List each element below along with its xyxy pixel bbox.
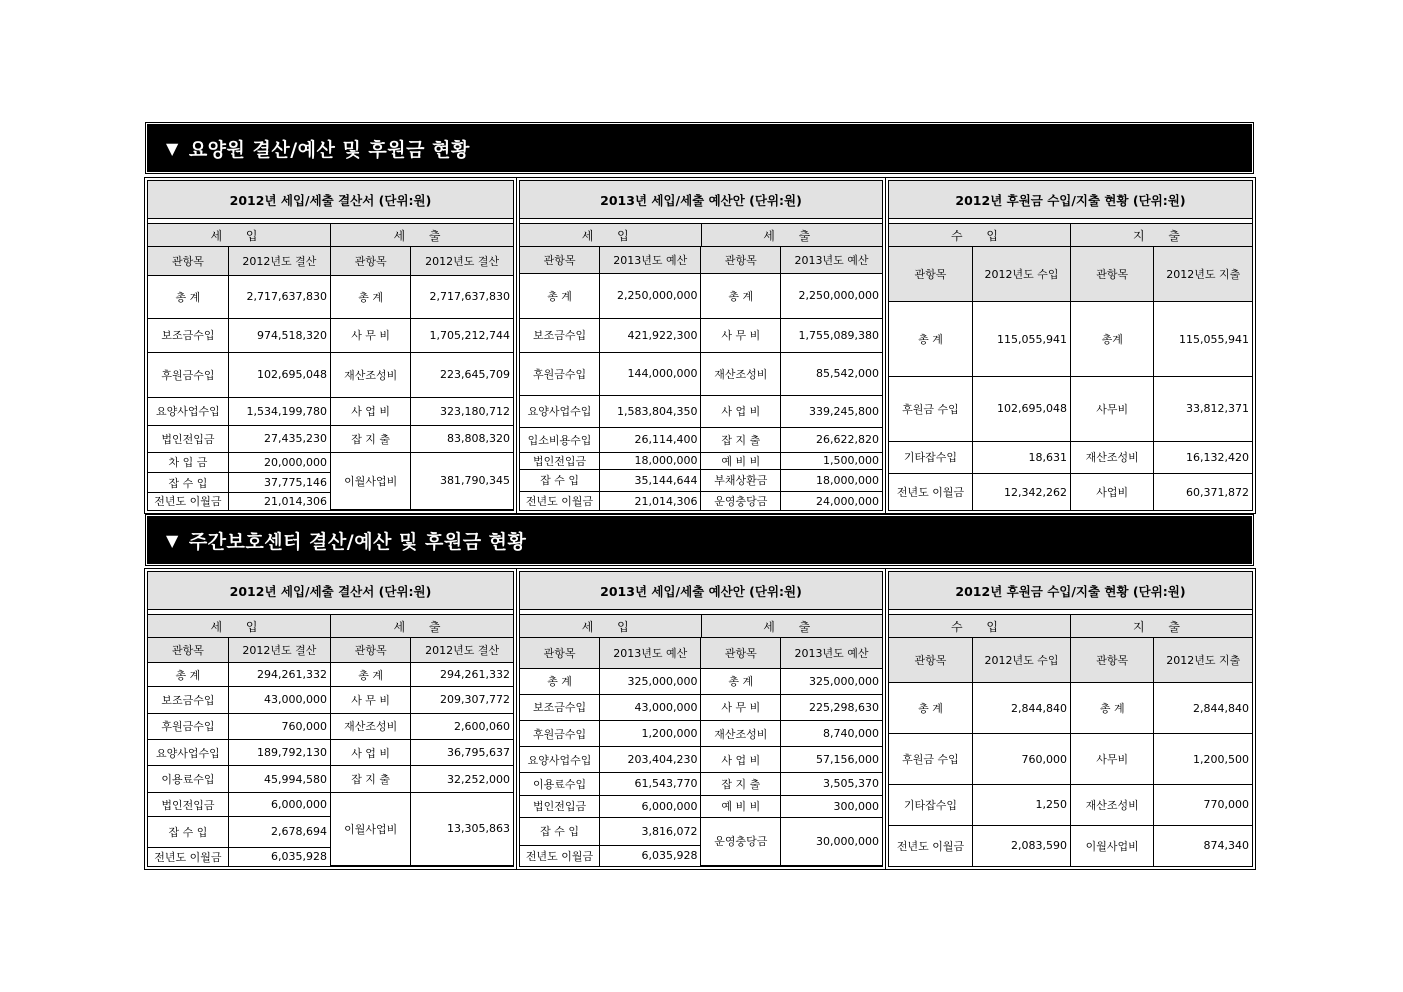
- cell-label: 법인전입금: [148, 792, 228, 816]
- cell-label: 법인전입금: [520, 795, 600, 817]
- cell-value: 12,342,262: [972, 474, 1070, 510]
- table-row: [520, 747, 882, 773]
- cell-label: 사 업 비: [701, 395, 781, 427]
- cell-value: 2,250,000,000: [600, 273, 701, 318]
- settlement-table: [148, 638, 513, 866]
- cell-value: 2,844,840: [1154, 683, 1252, 734]
- cell-label: 재산조성비: [1070, 785, 1153, 826]
- table-row: [520, 273, 882, 318]
- cell-label: 총 계: [1070, 683, 1153, 734]
- cell-value: 57,156,000: [781, 747, 882, 773]
- cell-label: 보조금수입: [148, 687, 228, 713]
- cell-value: 36,795,637: [411, 740, 513, 766]
- panel-budget-2013: [517, 569, 886, 869]
- cell-label: 전년도 이월금: [520, 845, 600, 865]
- cell-value: 3,505,370: [781, 773, 882, 795]
- cell-value: 974,518,320: [228, 318, 330, 353]
- cell-value: 339,245,800: [781, 395, 882, 427]
- settlement-table: [148, 247, 513, 510]
- cell-label: 요양사업수입: [148, 397, 228, 425]
- cell-value: 1,250: [972, 785, 1070, 826]
- section-header-day-care: [147, 516, 1252, 564]
- cell-value: 421,922,300: [600, 318, 701, 353]
- panel-title: 2012년 세입/세출 결산서 (단위:원): [148, 181, 513, 219]
- col-header: 2012년도 수입: [972, 247, 1070, 302]
- sub-header-expense: 세 출: [763, 619, 821, 634]
- col-header: 2013년도 예산: [600, 638, 701, 668]
- col-header: 관항목: [1070, 638, 1153, 683]
- col-header: 관항목: [701, 247, 781, 273]
- panel-title: 2013년 세입/세출 예산안 (단위:원): [520, 572, 882, 610]
- cell-value: 102,695,048: [228, 353, 330, 398]
- cell-value: 33,812,371: [1154, 376, 1252, 441]
- sub-header: [520, 224, 882, 247]
- cell-value: 209,307,772: [411, 687, 513, 713]
- table-row: [520, 694, 882, 720]
- table-row: [889, 683, 1252, 734]
- cell-label: 후원금 수입: [889, 734, 972, 785]
- cell-label: 법인전입금: [520, 452, 600, 469]
- table-row: [520, 721, 882, 747]
- cell-value: 26,622,820: [781, 428, 882, 452]
- table-row: [148, 452, 513, 472]
- col-header: 2013년도 예산: [781, 247, 882, 273]
- cell-value: 225,298,630: [781, 694, 882, 720]
- cell-label: 사무비: [1070, 734, 1153, 785]
- cell-value: 35,144,644: [600, 469, 701, 491]
- cell-label: 사 업 비: [330, 397, 410, 425]
- col-header: 2012년도 지출: [1154, 638, 1252, 683]
- budget-table: [520, 638, 882, 866]
- table-row: [148, 662, 513, 686]
- col-header: 관항목: [330, 638, 410, 662]
- cell-label: 재산조성비: [701, 721, 781, 747]
- cell-value: 300,000: [781, 795, 882, 817]
- table-header-row: [889, 638, 1252, 683]
- donations-table: [889, 638, 1252, 866]
- cell-value: 6,035,928: [228, 847, 330, 865]
- cell-value: 1,200,000: [600, 721, 701, 747]
- cell-label: 총 계: [701, 273, 781, 318]
- cell-label: 요양사업수입: [520, 747, 600, 773]
- cell-label: 사업비: [1070, 474, 1153, 510]
- sub-header-expense: 세 출: [393, 228, 451, 243]
- col-header: 관항목: [148, 247, 228, 275]
- table-row: [148, 713, 513, 739]
- cell-value: 16,132,420: [1154, 441, 1252, 473]
- cell-label: 사무비: [1070, 376, 1153, 441]
- cell-label: 예 비 비: [701, 795, 781, 817]
- cell-label: 이용료수입: [148, 766, 228, 792]
- col-header: 관항목: [889, 638, 972, 683]
- cell-label: 전년도 이월금: [889, 474, 972, 510]
- cell-label: 잡 지 출: [701, 773, 781, 795]
- cell-label: 총 계: [330, 662, 410, 686]
- cell-label: 총 계: [701, 668, 781, 694]
- cell-label: 기타잡수입: [889, 441, 972, 473]
- sub-header-income: 세 입: [148, 224, 331, 246]
- cell-value: 2,600,060: [411, 713, 513, 739]
- cell-value: 2,844,840: [972, 683, 1070, 734]
- cell-value: 18,631: [972, 441, 1070, 473]
- table-row: [148, 353, 513, 398]
- table-row: [889, 441, 1252, 473]
- cell-value: 115,055,941: [1154, 302, 1252, 377]
- table-row: [520, 395, 882, 427]
- cell-label: 총 계: [520, 668, 600, 694]
- cell-label: 보조금수입: [520, 694, 600, 720]
- cell-label: 잡 지 출: [330, 426, 410, 452]
- table-row: [520, 668, 882, 694]
- cell-value: 760,000: [972, 734, 1070, 785]
- cell-value: 325,000,000: [600, 668, 701, 694]
- cell-value: 27,435,230: [228, 426, 330, 452]
- table-header-row: [520, 638, 882, 668]
- table-row: [520, 795, 882, 817]
- table-row: [520, 353, 882, 396]
- cell-value: 6,000,000: [600, 795, 701, 817]
- cell-label: 총 계: [148, 275, 228, 318]
- table-row: [148, 687, 513, 713]
- cell-label: 잡 수 입: [520, 469, 600, 491]
- cell-label: 부채상환금: [701, 469, 781, 491]
- sub-header-income: 세 입: [520, 224, 702, 246]
- cell-value: 61,543,770: [600, 773, 701, 795]
- col-header: 관항목: [701, 638, 781, 668]
- table-row: [148, 766, 513, 792]
- cell-label: 기타잡수입: [889, 785, 972, 826]
- cell-value: 3,816,072: [600, 817, 701, 845]
- sub-header-expense: 세 출: [763, 228, 821, 243]
- cell-label: 총계: [1070, 302, 1153, 377]
- panel-settlement-2012: [145, 569, 517, 869]
- sub-header: [520, 615, 882, 638]
- cell-value: 203,404,230: [600, 747, 701, 773]
- col-header: 2012년도 지출: [1154, 247, 1252, 302]
- sub-header-expense: 세 출: [393, 619, 451, 634]
- cell-value: 60,371,872: [1154, 474, 1252, 510]
- cell-value: 6,035,928: [600, 845, 701, 865]
- section-title: 요양원 결산/예산 및 후원금 현황: [188, 138, 470, 161]
- panel-budget-2013: [517, 178, 886, 513]
- cell-value: 1,500,000: [781, 452, 882, 469]
- cell-value: 13,305,863: [411, 792, 513, 865]
- cell-label: 후원금수입: [148, 713, 228, 739]
- col-header: 관항목: [520, 638, 600, 668]
- sub-header-income: 세 입: [520, 615, 702, 637]
- col-header: 관항목: [148, 638, 228, 662]
- cell-label: 전년도 이월금: [520, 492, 600, 510]
- cell-label: 이월사업비: [330, 452, 410, 509]
- cell-value: 1,755,089,380: [781, 318, 882, 353]
- cell-value: 381,790,345: [411, 452, 513, 509]
- cell-value: 1,583,804,350: [600, 395, 701, 427]
- cell-value: 325,000,000: [781, 668, 882, 694]
- cell-value: 18,000,000: [781, 469, 882, 491]
- cell-label: 전년도 이월금: [148, 847, 228, 865]
- cell-label: 사 무 비: [701, 318, 781, 353]
- cell-label: 잡 지 출: [701, 428, 781, 452]
- cell-label: 차 입 금: [148, 452, 228, 472]
- sub-header: [889, 615, 1252, 638]
- col-header: 관항목: [330, 247, 410, 275]
- cell-label: 예 비 비: [701, 452, 781, 469]
- sub-header-expense: 지 출: [1133, 619, 1190, 634]
- cell-value: 189,792,130: [228, 740, 330, 766]
- cell-value: 1,705,212,744: [411, 318, 513, 353]
- cell-label: 입소비용수입: [520, 428, 600, 452]
- cell-value: 294,261,332: [411, 662, 513, 686]
- cell-value: 2,083,590: [972, 825, 1070, 866]
- cell-label: 잡 수 입: [520, 817, 600, 845]
- cell-value: 2,250,000,000: [781, 273, 882, 318]
- cell-label: 이월사업비: [330, 792, 410, 865]
- cell-label: 보조금수입: [148, 318, 228, 353]
- table-row: [889, 825, 1252, 866]
- table-row: [520, 318, 882, 353]
- sub-header: [889, 224, 1252, 247]
- col-header: 2012년도 결산: [228, 247, 330, 275]
- table-row: [520, 452, 882, 469]
- budget-table: [520, 247, 882, 510]
- cell-value: 2,717,637,830: [228, 275, 330, 318]
- table-row: [520, 428, 882, 452]
- col-header: 2013년도 예산: [600, 247, 701, 273]
- cell-value: 43,000,000: [228, 687, 330, 713]
- cell-value: 6,000,000: [228, 792, 330, 816]
- col-header: 관항목: [520, 247, 600, 273]
- cell-label: 재산조성비: [330, 713, 410, 739]
- cell-value: 30,000,000: [781, 817, 882, 865]
- table-row: [889, 785, 1252, 826]
- donations-table: [889, 247, 1252, 510]
- col-header: 2012년도 결산: [411, 247, 513, 275]
- cell-value: 85,542,000: [781, 353, 882, 396]
- cell-value: 21,014,306: [228, 493, 330, 510]
- cell-label: 잡 수 입: [148, 817, 228, 847]
- table-row: [148, 318, 513, 353]
- sub-header: [148, 224, 513, 247]
- cell-value: 83,808,320: [411, 426, 513, 452]
- cell-value: 37,775,146: [228, 472, 330, 492]
- cell-label: 후원금 수입: [889, 376, 972, 441]
- cell-label: 재산조성비: [330, 353, 410, 398]
- sub-header: [148, 615, 513, 638]
- cell-label: 잡 수 입: [148, 472, 228, 492]
- cell-value: 2,717,637,830: [411, 275, 513, 318]
- cell-label: 잡 지 출: [330, 766, 410, 792]
- cell-value: 43,000,000: [600, 694, 701, 720]
- table-header-row: [520, 247, 882, 273]
- table-row: [889, 302, 1252, 377]
- section-header-nursing-home: [147, 124, 1252, 172]
- table-row: [148, 275, 513, 318]
- cell-label: 법인전입금: [148, 426, 228, 452]
- cell-value: 115,055,941: [972, 302, 1070, 377]
- table-row: [148, 397, 513, 425]
- sub-header-expense: 지 출: [1133, 228, 1190, 243]
- cell-label: 재산조성비: [701, 353, 781, 396]
- cell-value: 45,994,580: [228, 766, 330, 792]
- section-tables-nursing-home: [144, 177, 1256, 514]
- table-row: [148, 792, 513, 816]
- panel-donations-2012: [886, 569, 1255, 869]
- section-title: 주간보호센터 결산/예산 및 후원금 현황: [188, 530, 527, 553]
- cell-value: 24,000,000: [781, 492, 882, 510]
- cell-value: 20,000,000: [228, 452, 330, 472]
- down-triangle-icon: ▼: [166, 530, 179, 550]
- cell-label: 전년도 이월금: [889, 825, 972, 866]
- cell-label: 운영충당금: [701, 817, 781, 865]
- table-row: [520, 469, 882, 491]
- cell-label: 사 무 비: [330, 318, 410, 353]
- cell-value: 2,678,694: [228, 817, 330, 847]
- cell-value: 1,200,500: [1154, 734, 1252, 785]
- section-tables-day-care: [144, 568, 1256, 870]
- col-header: 2012년도 결산: [228, 638, 330, 662]
- col-header: 2012년도 결산: [411, 638, 513, 662]
- col-header: 관항목: [1070, 247, 1153, 302]
- cell-value: 144,000,000: [600, 353, 701, 396]
- cell-value: 874,340: [1154, 825, 1252, 866]
- table-row: [889, 474, 1252, 510]
- cell-value: 8,740,000: [781, 721, 882, 747]
- cell-value: 32,252,000: [411, 766, 513, 792]
- table-header-row: [889, 247, 1252, 302]
- table-row: [520, 773, 882, 795]
- sub-header-income: 수 입: [889, 615, 1071, 637]
- cell-label: 이월사업비: [1070, 825, 1153, 866]
- cell-label: 총 계: [330, 275, 410, 318]
- table-row: [520, 817, 882, 845]
- panel-title: 2012년 후원금 수입/지출 현황 (단위:원): [889, 181, 1252, 219]
- cell-value: 18,000,000: [600, 452, 701, 469]
- cell-value: 26,114,400: [600, 428, 701, 452]
- cell-label: 총 계: [148, 662, 228, 686]
- table-row: [889, 376, 1252, 441]
- down-triangle-icon: ▼: [166, 138, 179, 158]
- cell-label: 사 무 비: [330, 687, 410, 713]
- cell-value: 323,180,712: [411, 397, 513, 425]
- cell-label: 총 계: [889, 302, 972, 377]
- cell-value: 770,000: [1154, 785, 1252, 826]
- col-header: 2012년도 수입: [972, 638, 1070, 683]
- table-header-row: [148, 247, 513, 275]
- cell-value: 102,695,048: [972, 376, 1070, 441]
- table-row: [889, 734, 1252, 785]
- cell-label: 후원금수입: [148, 353, 228, 398]
- cell-label: 운영충당금: [701, 492, 781, 510]
- panel-settlement-2012: [145, 178, 517, 513]
- cell-label: 요양사업수입: [148, 740, 228, 766]
- cell-label: 요양사업수입: [520, 395, 600, 427]
- table-row: [148, 740, 513, 766]
- cell-label: 총 계: [889, 683, 972, 734]
- panel-title: 2012년 후원금 수입/지출 현황 (단위:원): [889, 572, 1252, 610]
- cell-label: 사 무 비: [701, 694, 781, 720]
- cell-label: 이용료수입: [520, 773, 600, 795]
- cell-value: 1,534,199,780: [228, 397, 330, 425]
- cell-label: 전년도 이월금: [148, 493, 228, 510]
- cell-value: 294,261,332: [228, 662, 330, 686]
- panel-title: 2013년 세입/세출 예산안 (단위:원): [520, 181, 882, 219]
- cell-label: 사 업 비: [701, 747, 781, 773]
- panel-title: 2012년 세입/세출 결산서 (단위:원): [148, 572, 513, 610]
- table-row: [148, 426, 513, 452]
- cell-label: 보조금수입: [520, 318, 600, 353]
- panel-donations-2012: [886, 178, 1255, 513]
- cell-value: 760,000: [228, 713, 330, 739]
- col-header: 2013년도 예산: [781, 638, 882, 668]
- sub-header-income: 수 입: [889, 224, 1071, 246]
- table-row: [520, 492, 882, 510]
- cell-value: 21,014,306: [600, 492, 701, 510]
- cell-value: 223,645,709: [411, 353, 513, 398]
- cell-label: 후원금수입: [520, 353, 600, 396]
- cell-label: 사 업 비: [330, 740, 410, 766]
- cell-label: 재산조성비: [1070, 441, 1153, 473]
- cell-label: 후원금수입: [520, 721, 600, 747]
- cell-label: 총 계: [520, 273, 600, 318]
- sub-header-income: 세 입: [148, 615, 331, 637]
- table-header-row: [148, 638, 513, 662]
- col-header: 관항목: [889, 247, 972, 302]
